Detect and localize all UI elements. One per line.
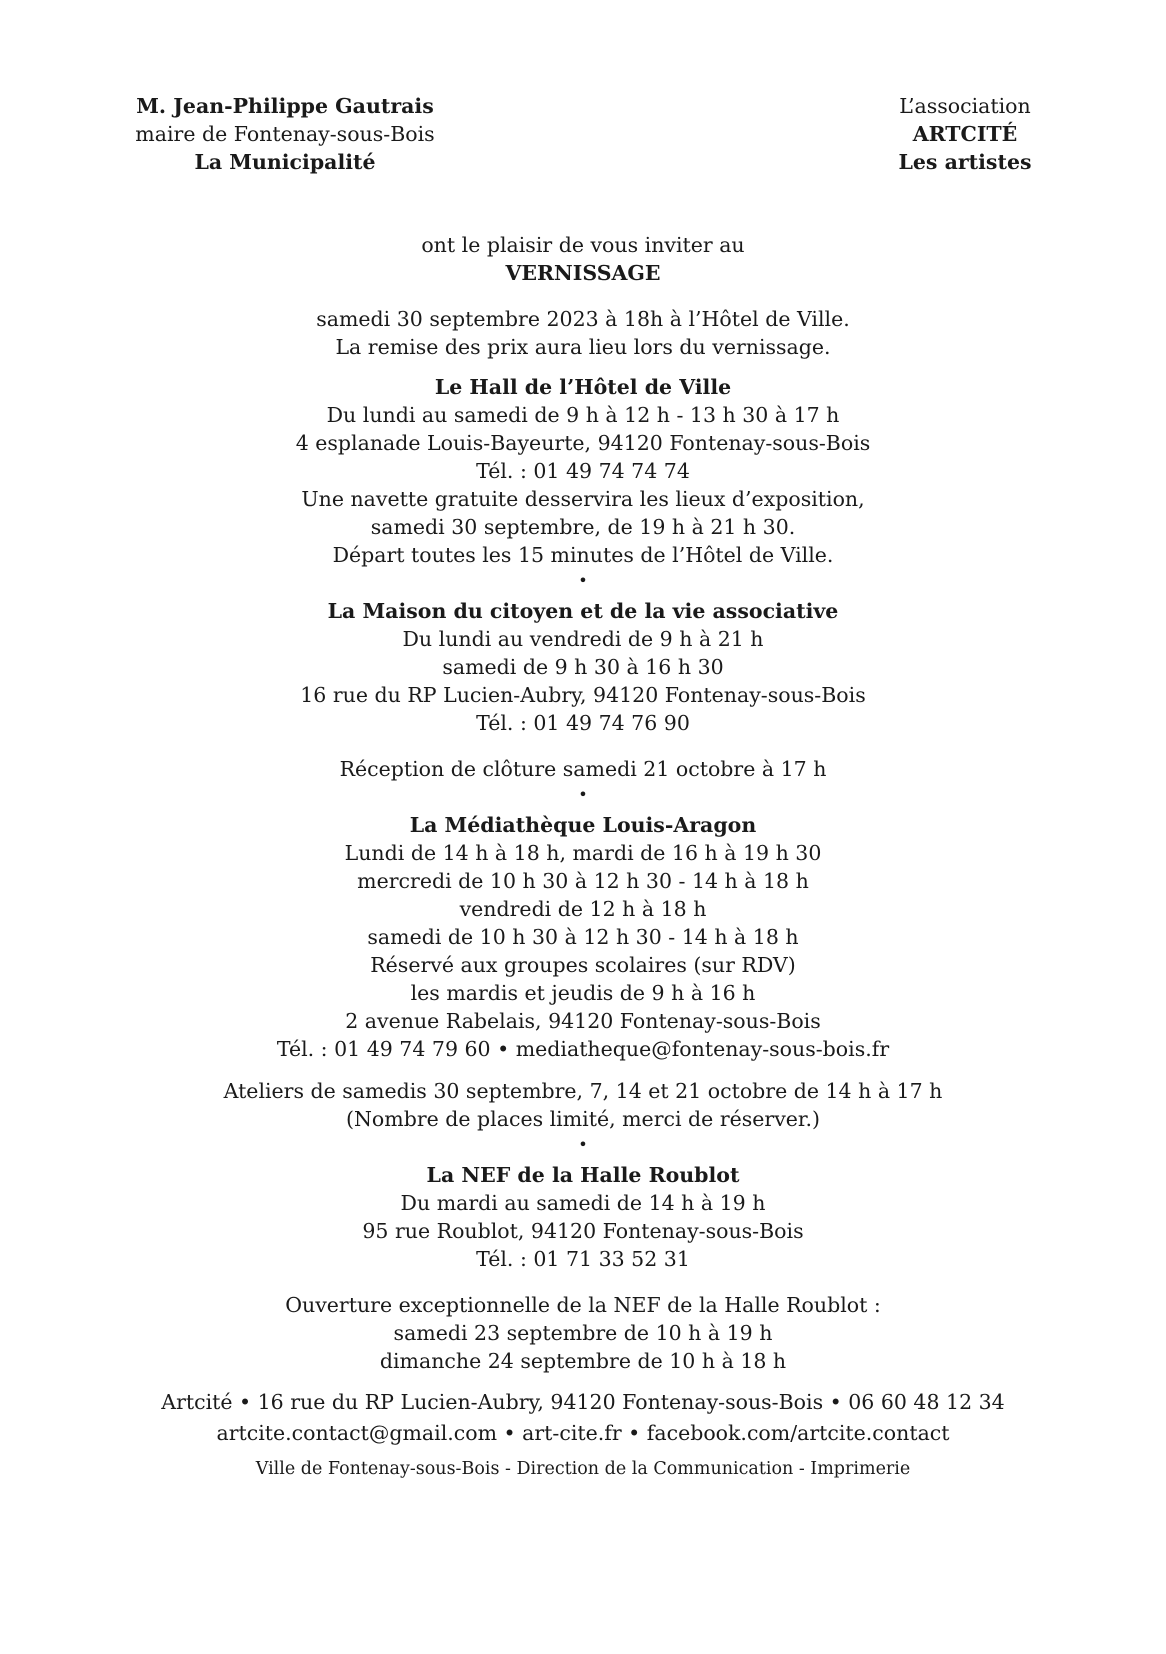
venue-line: Du lundi au samedi de 9 h à 12 h - 13 h 30 à 17 h bbox=[326, 403, 840, 427]
separator-dot: • bbox=[578, 571, 588, 590]
venue-title: Le Hall de l’Hôtel de Ville bbox=[434, 375, 732, 399]
invitation-body bbox=[0, 231, 1166, 1483]
venue-line: Tél. : 01 49 74 76 90 bbox=[476, 711, 690, 735]
association-name: ARTCITÉ bbox=[912, 122, 1018, 146]
header-organizer-left bbox=[130, 92, 440, 176]
venue-line: Départ toutes les 15 minutes de l’Hôtel de Ville. bbox=[332, 543, 834, 567]
venue-title: La NEF de la Halle Roublot bbox=[426, 1163, 740, 1187]
footer-address: Artcité • 16 rue du RP Lucien-Aubry, 94120 Fontenay-sous-Bois • 06 60 48 12 34 bbox=[161, 1390, 1005, 1414]
venue-line: 95 rue Roublot, 94120 Fontenay-sous-Bois bbox=[362, 1219, 804, 1243]
venue-note: Ouverture exceptionnelle de la NEF de la Halle Roublot : bbox=[285, 1293, 881, 1317]
venue-line: Tél. : 01 49 74 74 74 bbox=[476, 459, 690, 483]
venue-note: Réception de clôture samedi 21 octobre à 17 h bbox=[339, 757, 827, 781]
venue-title: La Maison du citoyen et de la vie associative bbox=[327, 599, 839, 623]
venue-note: Ateliers de samedis 30 septembre, 7, 14 et 21 octobre de 14 h à 17 h bbox=[223, 1079, 943, 1103]
mayor-role: maire de Fontenay-sous-Bois bbox=[135, 122, 435, 146]
venue-line: 2 avenue Rabelais, 94120 Fontenay-sous-Bois bbox=[345, 1009, 821, 1033]
separator-dot: • bbox=[578, 1135, 588, 1154]
venue-line: samedi 30 septembre, de 19 h à 21 h 30. bbox=[370, 515, 796, 539]
venue-line: Tél. : 01 49 74 79 60 • mediatheque@fontenay-sous-bois.fr bbox=[276, 1037, 890, 1061]
header-organizer-right bbox=[880, 92, 1050, 176]
mayor-name: M. Jean-Philippe Gautrais bbox=[136, 94, 434, 118]
print-credit: Ville de Fontenay-sous-Bois - Direction de la Communication - Imprimerie bbox=[255, 1459, 911, 1479]
venue-note: samedi 23 septembre de 10 h à 19 h bbox=[393, 1321, 773, 1345]
venue-note: dimanche 24 septembre de 10 h à 18 h bbox=[379, 1349, 787, 1373]
venue-line: Réservé aux groupes scolaires (sur RDV) bbox=[370, 953, 796, 977]
association-label: L’association bbox=[899, 94, 1031, 118]
venue-line: mercredi de 10 h 30 à 12 h 30 - 14 h à 18 h bbox=[357, 869, 809, 893]
venue-line: samedi de 9 h 30 à 16 h 30 bbox=[442, 655, 724, 679]
footer-contacts: artcite.contact@gmail.com • art-cite.fr • facebook.com/artcite.contact bbox=[216, 1421, 950, 1445]
venue-line: Du lundi au vendredi de 9 h à 21 h bbox=[402, 627, 764, 651]
municipality-label: La Municipalité bbox=[194, 150, 376, 174]
venue-line: les mardis et jeudis de 9 h à 16 h bbox=[410, 981, 756, 1005]
venue-line: 4 esplanade Louis-Bayeurte, 94120 Fontenay-sous-Bois bbox=[295, 431, 871, 455]
event-prizes: La remise des prix aura lieu lors du vernissage. bbox=[335, 335, 831, 359]
venue-line: Du mardi au samedi de 14 h à 19 h bbox=[400, 1191, 766, 1215]
venue-line: vendredi de 12 h à 18 h bbox=[459, 897, 707, 921]
venue-line: samedi de 10 h 30 à 12 h 30 - 14 h à 18 h bbox=[367, 925, 799, 949]
venue-line: Une navette gratuite desservira les lieux d’exposition, bbox=[301, 487, 865, 511]
artists-label: Les artistes bbox=[898, 150, 1032, 174]
event-title: VERNISSAGE bbox=[505, 261, 661, 285]
venue-line: Tél. : 01 71 33 52 31 bbox=[476, 1247, 690, 1271]
separator-dot: • bbox=[578, 785, 588, 804]
event-date: samedi 30 septembre 2023 à 18h à l’Hôtel de Ville. bbox=[316, 307, 850, 331]
invitation-intro: ont le plaisir de vous inviter au bbox=[421, 233, 745, 257]
venue-title: La Médiathèque Louis-Aragon bbox=[409, 813, 757, 837]
venue-line: 16 rue du RP Lucien-Aubry, 94120 Fontenay-sous-Bois bbox=[300, 683, 866, 707]
venue-note: (Nombre de places limité, merci de réserver.) bbox=[346, 1107, 820, 1131]
venue-line: Lundi de 14 h à 18 h, mardi de 16 h à 19 h 30 bbox=[344, 841, 822, 865]
